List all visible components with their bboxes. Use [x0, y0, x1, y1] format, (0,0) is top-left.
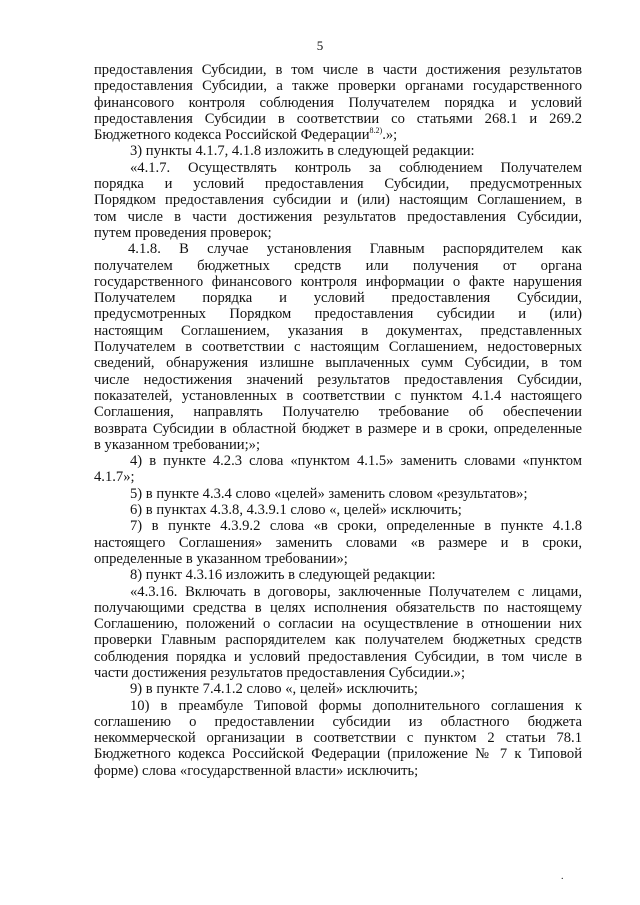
text-line-content: 10) в преамбуле Типовой формы дополнительного соглашения к	[130, 697, 582, 714]
text-line	[94, 372, 582, 388]
text-line	[94, 665, 582, 681]
text-line-tail: .»;	[382, 127, 398, 144]
text-line	[94, 127, 582, 143]
text-line-content: 5) в пункте 4.3.4 слово «целей» заменить словом «результатов»;	[130, 485, 528, 502]
text-line-content: получающими средства в целях исполнения обязательств по настоящему	[94, 599, 582, 616]
text-line-content: сведений, обнаружения излишне выплаченных сумм Субсидии, в том	[94, 355, 582, 372]
text-line-content: соглашению о предоставлении субсидии из областного бюджета	[94, 713, 582, 730]
text-line	[94, 600, 582, 616]
text-line-content: предоставления Субсидии, а также проверки органами государственного	[94, 78, 582, 95]
text-line	[94, 584, 582, 600]
text-line	[94, 290, 582, 306]
text-line-content: порядка и условий предоставления Субсидии, предусмотренных	[94, 176, 582, 193]
text-line-content: 4) в пункте 4.2.3 слова «пунктом 4.1.5» заменить словами «пунктом	[130, 453, 582, 470]
text-line-content: предусмотренных Порядком предоставления субсидии и (или)	[94, 306, 582, 323]
text-line	[94, 616, 582, 632]
text-line-content: 8) пункт 4.3.16 изложить в следующей редакции:	[130, 567, 436, 584]
text-line	[94, 567, 582, 583]
text-line-content: государственного финансового контроля информации о факте нарушения	[94, 273, 582, 290]
text-line-content: Соглашения, направлять Получателю требование об обеспечении	[94, 404, 582, 421]
text-line	[94, 469, 582, 485]
text-line-content: 4.1.8. В случае установления Главным распорядителем как	[128, 241, 582, 258]
text-line	[94, 486, 582, 502]
text-line	[94, 746, 582, 762]
text-line-content: Получателем порядка и условий предоставления Субсидии,	[94, 290, 582, 307]
text-line-content: определенные в указанном требовании»;	[94, 550, 348, 567]
text-line-content: Бюджетного кодекса Российской Федерации (приложение № 7 к Типовой	[94, 746, 582, 763]
text-line-content: форме) слова «государственной власти» исключить;	[94, 762, 419, 779]
text-line	[94, 453, 582, 469]
text-line-content: части достижения результатов предоставления Субсидии.»;	[94, 664, 466, 681]
text-line	[94, 306, 582, 322]
text-line	[94, 176, 582, 192]
text-line-content: числе недостижения значений результатов предоставления Субсидии,	[94, 371, 582, 388]
footer-mark: .	[561, 871, 564, 882]
text-line	[94, 649, 582, 665]
text-line	[94, 274, 582, 290]
text-line-content: 9) в пункте 7.4.1.2 слово «, целей» исключить;	[130, 681, 418, 698]
text-line-content: возврата Субсидии в областной бюджет в размере и в сроки, определенные	[94, 420, 582, 437]
text-line	[94, 714, 582, 730]
text-line-content: предоставления Субсидии, в том числе в части достижения результатов	[94, 62, 582, 78]
text-line-content: 4.1.7»;	[94, 469, 135, 486]
text-line-content: «4.3.16. Включать в договоры, заключенные Получателем с лицами,	[130, 583, 582, 600]
text-line	[94, 241, 582, 257]
text-line	[94, 388, 582, 404]
text-line-content: 6) в пунктах 4.3.8, 4.3.9.1 слово «, целей» исключить;	[130, 502, 462, 519]
text-line	[94, 95, 582, 111]
text-line	[94, 339, 582, 355]
text-line-content: Порядком предоставления субсидии и (или) настоящим Соглашением, в	[94, 192, 582, 209]
text-line-content: Соглашению, положений о согласии на осуществление в отношении них	[94, 616, 582, 633]
text-line	[94, 502, 582, 518]
text-line	[94, 62, 582, 78]
text-line-content: предоставления Субсидии в соответствии со статьями 268.1 и 269.2	[94, 110, 582, 127]
text-line	[94, 355, 582, 371]
text-line	[94, 225, 582, 241]
text-line	[94, 111, 582, 127]
text-line-content: некоммерческой организации в соответствии с пунктом 2 статьи 78.1	[94, 730, 582, 747]
text-line-content: настоящего Соглашения» заменить словами «в размере и в сроки,	[94, 534, 582, 551]
text-line-content: настоящим Соглашением, указания в документах, представленных	[94, 322, 582, 339]
text-line	[94, 160, 582, 176]
text-line-content: соблюдения порядка и условий предоставления Субсидии, в том числе в	[94, 648, 582, 665]
text-line	[94, 518, 582, 534]
text-line-content: в указанном требовании;»;	[94, 436, 261, 453]
text-line	[94, 681, 582, 697]
text-line	[94, 551, 582, 567]
text-line	[94, 698, 582, 714]
text-line	[94, 404, 582, 420]
text-line	[94, 192, 582, 208]
footnote-ref: 8.2)	[369, 126, 383, 136]
text-line	[94, 323, 582, 339]
text-line-content: Бюджетного кодекса Российской Федерации	[94, 127, 370, 144]
text-line	[94, 437, 582, 453]
text-line-content: проверки Главным распорядителем как получателем бюджетных средств	[94, 632, 582, 649]
text-line	[94, 763, 582, 779]
text-line	[94, 78, 582, 94]
text-line-content: Получателем в соответствии с настоящим Соглашением, недостоверных	[94, 339, 582, 356]
text-line-content: получателем бюджетных средств или получения от органа	[94, 257, 582, 274]
text-line-content: том числе в части достижения результатов предоставления Субсидии,	[94, 208, 582, 225]
text-line-content: «4.1.7. Осуществлять контроль за соблюдением Получателем	[130, 159, 582, 176]
text-line	[94, 632, 582, 648]
text-line	[94, 209, 582, 225]
page-number: 5	[316, 38, 324, 53]
text-line-content: 3) пункты 4.1.7, 4.1.8 изложить в следующей редакции:	[130, 143, 475, 160]
text-line	[94, 258, 582, 274]
text-line	[94, 730, 582, 746]
text-line	[94, 421, 582, 437]
document-body	[94, 62, 582, 779]
text-line-content: 7) в пункте 4.3.9.2 слова «в сроки, определенные в пункте 4.1.8	[130, 518, 582, 535]
text-line-content: показателей, установленных в соответствии с пунктом 4.1.4 настоящего	[94, 387, 582, 404]
text-line	[94, 535, 582, 551]
text-line	[94, 143, 582, 159]
text-line-content: финансового контроля соблюдения Получателем порядка и условий	[94, 94, 582, 111]
text-line-content: путем проведения проверок;	[94, 224, 272, 241]
